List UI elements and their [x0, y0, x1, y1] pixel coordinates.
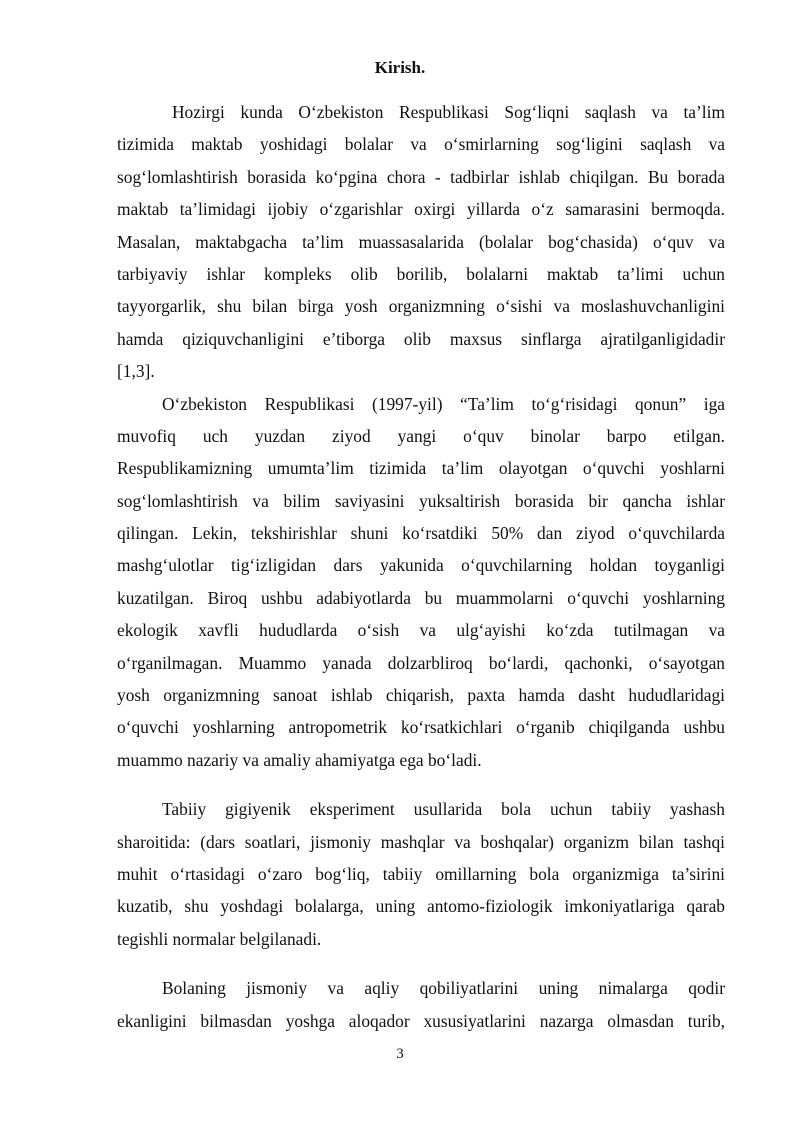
- text-line: O‘zbekiston Respublikasi (1997-yil) “Ta’lim to‘g‘risidagi qonun” iga: [162, 393, 725, 414]
- text-line: muhit o‘rtasidagi o‘zaro bog‘liq, tabiiy omillarning bola organizmiga ta’sirini: [117, 863, 725, 884]
- text-line: sharoitida: (dars soatlari, jismoniy mashqlar va boshqalar) organizm bilan tashqi: [117, 831, 725, 852]
- text-line: tizimida maktab yoshidagi bolalar va o‘smirlarning sog‘ligini saqlash va: [117, 134, 725, 155]
- text-line: muammo nazariy va amaliy ahamiyatga ega bo‘ladi.: [117, 749, 482, 770]
- text-line: Tabiiy gigiyenik eksperiment usullarida bola uchun tabiiy yashash: [162, 799, 725, 820]
- text-line: mashg‘ulotlar tig‘izligidan dars yakunida o‘quvchilarning holdan toyganligi: [117, 555, 725, 576]
- text-line: ekanligini bilmasdan yoshga aloqador xususiyatlarini nazarga olmasdan turib,: [117, 1010, 725, 1031]
- body-text: [117, 96, 725, 1037]
- text-line: muvofiq uch yuzdan ziyod yangi o‘quv binolar barpo etilgan.: [117, 425, 725, 446]
- text-line: Bolaning jismoniy va aqliy qobiliyatlarini uning nimalarga qodir: [162, 978, 725, 999]
- paragraph-4: [117, 972, 725, 1037]
- paragraph-spacer: [117, 955, 725, 972]
- text-line: ekologik xavfli hududlarda o‘sish va ulg‘ayishi ko‘zda tutilmagan va: [117, 620, 725, 641]
- text-line: yosh organizmning sanoat ishlab chiqarish, paxta hamda dasht hududlaridagi: [117, 685, 725, 706]
- text-line: hamda qiziquvchanligini e’tiborga olib maxsus sinflarga ajratilganligidadir: [117, 328, 725, 349]
- text-line: Hozirgi kunda O‘zbekiston Respublikasi Sog‘liqni saqlash va ta’lim: [172, 102, 725, 122]
- text-line: o‘rganilmagan. Muammo yanada dolzarbliroq bo‘lardi, qachonki, o‘sayotgan: [117, 652, 725, 673]
- text-line: tegishli normalar belgilanadi.: [117, 928, 322, 949]
- text-line: o‘quvchi yoshlarning antropometrik ko‘rsatkichlari o‘rganib chiqilganda ushbu: [117, 717, 725, 738]
- text-line: sog‘lomlashtirish va bilim saviyasini yuksaltirish borasida bir qancha ishlar: [117, 490, 725, 511]
- paragraph-2: [117, 388, 725, 777]
- text-line: sog‘lomlashtirish borasida ko‘pgina chora - tadbirlar ishlab chiqilgan. Bu borada: [117, 166, 725, 187]
- text-line: qilingan. Lekin, tekshirishlar shuni ko‘rsatdiki 50% dan ziyod o‘quvchilarda: [117, 523, 725, 544]
- section-title: Kirish.: [374, 58, 426, 77]
- text-line: tarbiyaviy ishlar kompleks olib borilib, bolalarni maktab ta’limi uchun: [117, 263, 725, 284]
- text-line: Respublikamizning umumta’lim tizimida ta’lim olayotgan o‘quvchi yoshlarni: [117, 458, 725, 479]
- text-line: maktab ta’limidagi ijobiy o‘zgarishlar oxirgi yillarda o‘z samarasini bermoqda.: [117, 199, 725, 220]
- text-line: tayyorgarlik, shu bilan birga yosh organizmning o‘sishi va moslashuvchanligini: [117, 296, 725, 317]
- paragraph-spacer: [117, 776, 725, 793]
- paragraph-3: [117, 793, 725, 955]
- paragraph-1: [117, 96, 725, 388]
- text-line: kuzatib, shu yoshdagi bolalarga, uning antomo-fiziologik imkoniyatlariga qarab: [117, 896, 725, 917]
- page-number: 3: [396, 1046, 404, 1062]
- text-line: [1,3].: [117, 361, 155, 382]
- text-line: kuzatilgan. Biroq ushbu adabiyotlarda bu muammolarni o‘quvchi yoshlarning: [117, 587, 725, 608]
- text-line: Masalan, maktabgacha ta’lim muassasalarida (bolalar bog‘chasida) o‘quv va: [117, 231, 725, 252]
